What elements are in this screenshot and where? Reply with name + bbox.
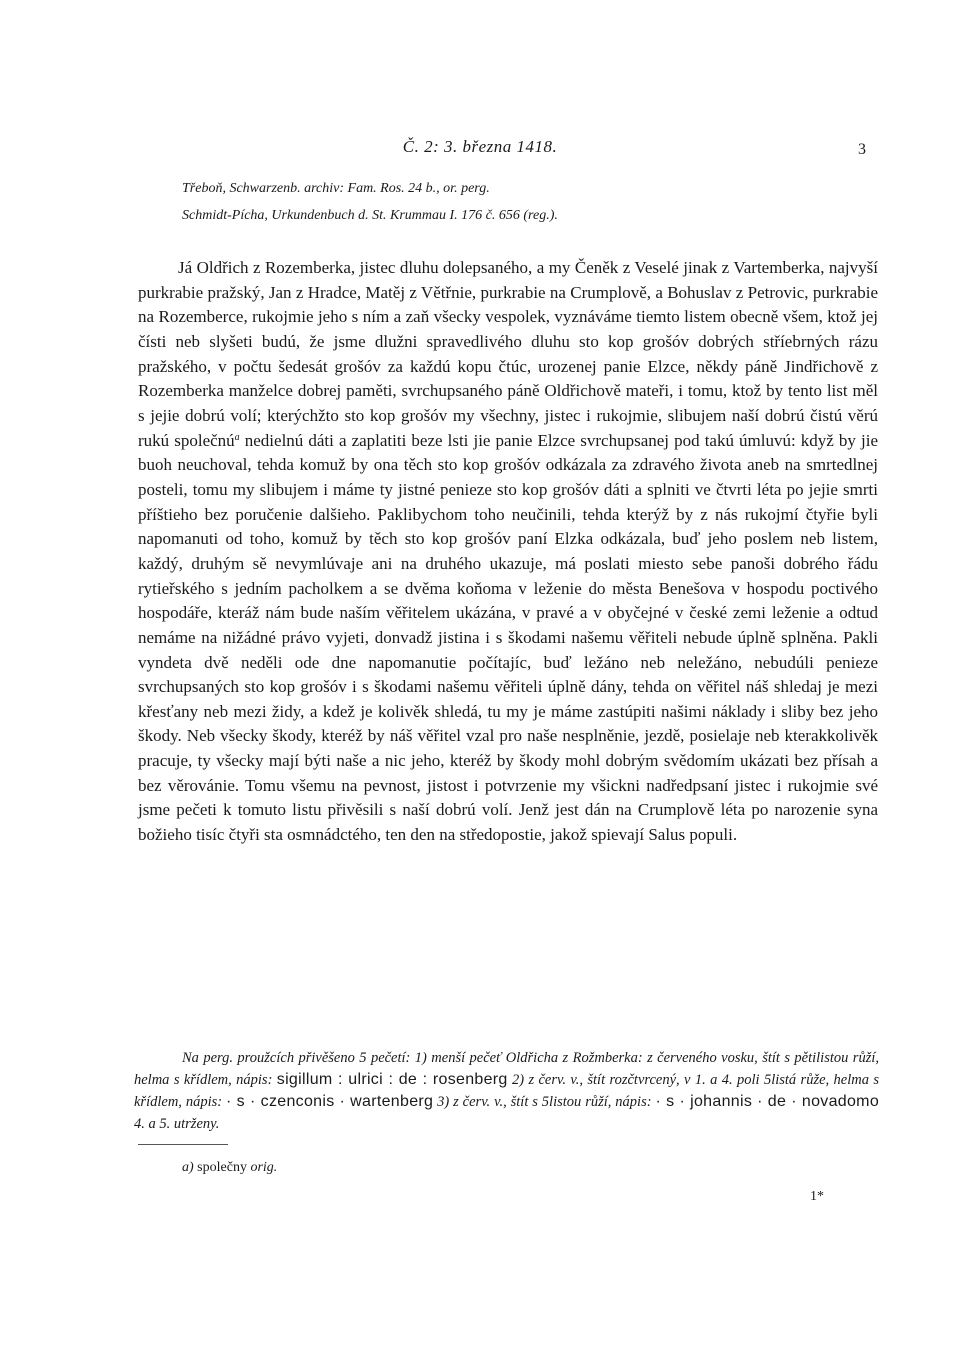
footnote-marker: a) bbox=[182, 1160, 194, 1175]
seal-description-text-4: 4. a 5. utrženy. bbox=[134, 1116, 220, 1132]
source-archive-line: Třeboň, Schwarzenb. archiv: Fam. Ros. 24 b., or. perg. bbox=[182, 181, 490, 196]
footnote-divider bbox=[138, 1144, 228, 1145]
footnote bbox=[182, 1160, 277, 1176]
seal-legend-2: · s · czenconis · wartenberg bbox=[226, 1093, 434, 1110]
footnote-note: orig. bbox=[250, 1160, 278, 1175]
footnote-text: společny bbox=[197, 1160, 247, 1175]
charter-text-part2: nedielnú dáti a zaplatiti beze lsti jie panie Elzce svrchupsanej pod takú úmluvú: když by jie buoh neuchoval, tehda komuž by ona těch sto kop grošóv odkázala za zdravého života aneb na smrtedlnej posteli, tomu my slibujem i máme ty jistné penieze sto kop grošóv dáti a splniti ve čtvrti léta po jejie smrti příštieho bez poručenie dalšieho. Paklibychom toho neučinili, tehda kterýž by z nás rukojmí čtyřie byli napomanuti od toho, komuž by těch sto kop grošóv paní Elzka odkázala, buď jeho poslem neb listem, každý, druhým sě nevymlúvaje ani na druhého ukazuje, má poslati miesto sebe panoši dobrého řádu rytieřského s jedním pacholkem a se dvěma koňoma v leženie do města Benešova v hospodu poctivého hospodáře, kteráž nám bude naším věřitelem ukázána, v pravé a v obyčejné v české zemi leženie a odtud nemáme na nižádné právo vyjeti, donvadž jistina i s škodami našemu věřiteli nebude úplně splněna. Pakli vyndeta dvě neděli ode dne napomanutie počítajíc, buď ležáno neb neležáno, nebudúli penieze svrchupsaných sto kop grošóv i s škodami našemu věřiteli úplně dány, tehda on věřitel náš shledaj je mezi křesťany neb mezi židy, a kdež je kolivěk shledá, tu my je máme zastúpiti našimi náklady i sliby bez jeho škody. Neb všecky škody, kteréž by náš věřitel vzal pro naše nesplněnie, jezdě, posielaje neb kterakkolivěk pracuje, ty všecky mají býti naše a nic jeho, kteréž by škody mohl dobrým svědomím ukázati bez přísah a bez věrovánie. Tomu všemu na pevnost, jistost i potvrzenie my všickni nadředpsaní jistec i rukojmie své jsme pečeti k tomuto listu přivěsili s naší dobrú volí. Jenž jest dán na Crumplově léta po narozenie syna božieho tisíc čtyři sta osmnádctého, ten den na středopostie, jakož spievají Salus populi. bbox=[138, 430, 878, 845]
page-number: 3 bbox=[858, 141, 866, 158]
charter-text-part1: Já Oldřich z Rozemberka, jistec dluhu dolepsaného, a my Čeněk z Veselé jinak z Vartemberka, najvyší purkrabie pražský, Jan z Hradce, Matěj z Větřnie, purkrabie na Crumplově, a Bohuslav z Petrovic, purkrabie na Rozemberce, rukojmie jeho s ním a zaň všecky vespolek, vyznáváme tiemto listem obecně všem, ktož jej čísti neb slyšeti budú, že jsme dlužni spravedlivého dluhu sto kop grošóv dobrých stříebrných rázu pražského, v počtu šedesát grošóv za každú kopu čtúc, urozenej panie Elzce, někdy páně Jindřichově z Rozemberka manželce dobrej paměti, svrchupsaného páně Oldřichově mateři, i tomu, ktož by tento list měl s jejie dobrú volí; kterýchžto sto kop grošóv my všechny, jistec i rukojmie, slibujem naší dobrú čistú věrú rukú společnú bbox=[138, 258, 878, 450]
seal-legend-1: sigillum : ulrici : de : rosenberg bbox=[276, 1071, 508, 1088]
seal-description-text-3: 3) z červ. v., štít s 5listou růží, nápis: bbox=[433, 1094, 656, 1110]
seal-legend-3: · s · johannis · de · novadomo bbox=[655, 1093, 880, 1110]
source-edition-line: Schmidt-Pícha, Urkundenbuch d. St. Krummau I. 176 č. 656 (reg.). bbox=[182, 208, 558, 223]
seal-description bbox=[134, 1047, 879, 1135]
seal-description-text-2: 2) z červ. v., štít rozčtvrcený, v 1. a 4. poli 5listá růže, helma s křídlem, nápis: bbox=[134, 1072, 880, 1110]
footnote-reference[interactable]: a bbox=[234, 431, 240, 443]
charter-text bbox=[138, 256, 878, 848]
sheet-signature-mark: 1* bbox=[810, 1189, 824, 1204]
seal-description-text-1: Na perg. proužcích přivěšeno 5 pečetí: 1) menší pečeť Oldřicha z Rožmberka: z červeného vosku, štít s pětilistou růží, helma s křídlem, nápis: bbox=[134, 1050, 879, 1088]
document-heading: Č. 2: 3. března 1418. bbox=[402, 137, 558, 156]
